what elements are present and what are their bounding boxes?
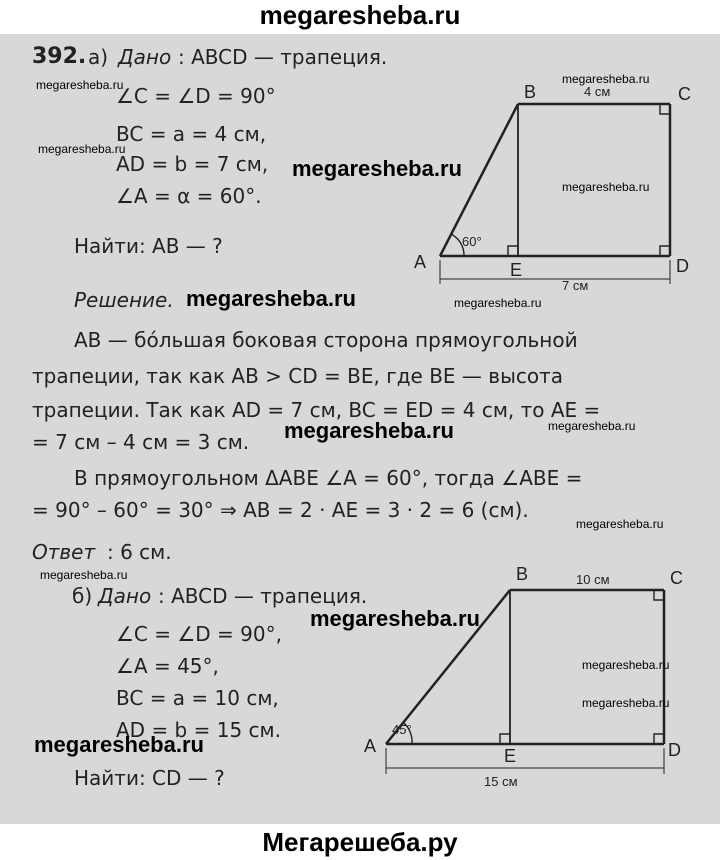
fig-a-right-angle-d xyxy=(660,246,670,256)
watermark-10: megaresheba.ru xyxy=(582,696,670,710)
fig-a-right-angle-c xyxy=(660,104,670,114)
fig-b-bc-length: 10 см xyxy=(576,572,610,587)
watermark-4: megaresheba.ru xyxy=(562,180,650,194)
site-header[interactable]: megaresheba.ru xyxy=(0,0,720,34)
part-a-given-text: : ABCD — трапеция. xyxy=(178,45,388,69)
part-a-given-label: Дано xyxy=(118,45,172,69)
fig-b-right-angle-c xyxy=(654,590,664,600)
solution-line-1: AB — бóльшая боковая сторона прямоугольной xyxy=(74,328,578,352)
watermark-big-4: megaresheba.ru xyxy=(310,606,480,631)
site-footer[interactable]: Мегарешеба.ру xyxy=(0,824,720,860)
solution-line-6: = 90° – 60° = 30° ⇒ AB = 2 · AE = 3 · 2 = 6 (см). xyxy=(32,498,529,522)
problem-number: 392. xyxy=(32,44,87,69)
solution-line-4: = 7 см – 4 см = 3 см. xyxy=(32,430,250,454)
part-b-condition-4: AD = b = 15 см. xyxy=(116,718,281,742)
answer-value: : 6 см. xyxy=(107,540,172,564)
fig-b-right-angle-d xyxy=(654,734,664,744)
fig-b-label-e: E xyxy=(504,746,517,766)
part-a-condition-2: BC = a = 4 см, xyxy=(116,122,267,146)
part-a-letter: а) xyxy=(88,45,109,69)
watermark-7: megaresheba.ru xyxy=(576,517,664,531)
fig-b-label-b: B xyxy=(516,564,529,584)
answer-label: Ответ xyxy=(32,540,96,564)
watermark-big-5: megaresheba.ru xyxy=(34,732,204,757)
watermark-big-1: megaresheba.ru xyxy=(292,156,462,181)
fig-b-label-c: C xyxy=(670,568,683,588)
fig-a-ad-length: 7 см xyxy=(562,278,589,293)
fig-a-angle-value: 60° xyxy=(462,234,482,249)
part-a-condition-4: ∠A = α = 60°. xyxy=(116,184,262,208)
part-a-condition-1: ∠C = ∠D = 90° xyxy=(116,84,276,108)
part-b-condition-1: ∠C = ∠D = 90°, xyxy=(116,622,282,646)
watermark-9: megaresheba.ru xyxy=(582,658,670,672)
fig-b-right-angle-e xyxy=(500,734,510,744)
part-b-given-text: : ABCD — трапеция. xyxy=(158,584,368,608)
watermark-2: megaresheba.ru xyxy=(562,72,650,86)
fig-a-label-d: D xyxy=(676,256,689,276)
watermark-8: megaresheba.ru xyxy=(40,568,128,582)
part-b-letter: б) xyxy=(72,584,93,608)
fig-b-ad-length: 15 см xyxy=(484,774,518,789)
fig-b-angle-value: 45° xyxy=(392,722,412,737)
textbook-page xyxy=(0,34,720,824)
part-b-find: Найти: CD — ? xyxy=(74,766,225,790)
part-b-given-label: Дано xyxy=(98,584,152,608)
solution-line-2: трапеции, так как AB > CD = BE, где BE — высота xyxy=(32,364,563,388)
fig-a-right-angle-e xyxy=(508,246,518,256)
part-b-condition-3: BC = a = 10 см, xyxy=(116,686,279,710)
fig-b-label-d: D xyxy=(668,740,681,760)
watermark-big-2: megaresheba.ru xyxy=(186,286,356,311)
fig-a-label-c: C xyxy=(678,84,691,104)
fig-b-label-a: A xyxy=(364,736,377,756)
part-b-condition-2: ∠A = 45°, xyxy=(116,654,219,678)
solution-line-3: трапеции. Так как AD = 7 см, BC = ED = 4 см, то AE = xyxy=(32,398,601,422)
watermark-3: megaresheba.ru xyxy=(38,142,126,156)
watermark-5: megaresheba.ru xyxy=(454,296,542,310)
solution-line-5: В прямоугольном ΔABE ∠A = 60°, тогда ∠ABE = xyxy=(74,466,583,490)
part-a-condition-3: AD = b = 7 см, xyxy=(116,152,269,176)
fig-a-label-e: E xyxy=(510,260,523,280)
part-a-solution-label: Решение. xyxy=(74,288,174,312)
part-a-find: Найти: AB — ? xyxy=(74,234,223,258)
fig-a-label-b: B xyxy=(524,82,537,102)
fig-a-label-a: A xyxy=(414,252,427,272)
watermark-6: megaresheba.ru xyxy=(548,419,636,433)
fig-a-bc-length: 4 см xyxy=(584,84,611,99)
trapezoid-figure-a xyxy=(400,74,700,304)
watermark-big-3: megaresheba.ru xyxy=(284,418,454,443)
watermark-1: megaresheba.ru xyxy=(36,78,124,92)
